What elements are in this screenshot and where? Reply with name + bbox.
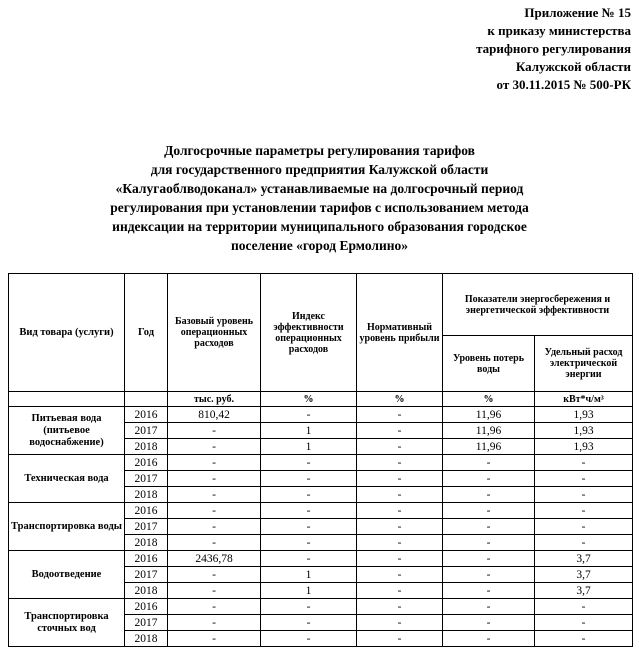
cell-profit-level: - <box>357 567 443 583</box>
product-name-cell: Техническая вода <box>9 455 125 503</box>
cell-specific-energy: - <box>535 471 633 487</box>
cell-profit-level: - <box>357 535 443 551</box>
cell-specific-energy: - <box>535 535 633 551</box>
cell-water-loss: - <box>443 519 535 535</box>
annex-line-order: к приказу министерства <box>487 23 631 38</box>
table-row <box>9 455 633 471</box>
cell-profit-level: - <box>357 583 443 599</box>
cell-year: 2017 <box>125 423 168 439</box>
cell-profit-level: - <box>357 487 443 503</box>
cell-year: 2017 <box>125 567 168 583</box>
cell-water-loss: - <box>443 615 535 631</box>
cell-efficiency-index: 1 <box>261 583 357 599</box>
cell-profit-level: - <box>357 599 443 615</box>
cell-base-opex: - <box>168 487 261 503</box>
cell-profit-level: - <box>357 615 443 631</box>
cell-efficiency-index: 1 <box>261 567 357 583</box>
document-title <box>12 141 627 255</box>
cell-year: 2016 <box>125 455 168 471</box>
cell-efficiency-index: - <box>261 615 357 631</box>
table-row <box>9 599 633 615</box>
cell-efficiency-index: - <box>261 631 357 647</box>
cell-water-loss: 11,96 <box>443 423 535 439</box>
cell-efficiency-index: - <box>261 519 357 535</box>
cell-water-loss: - <box>443 471 535 487</box>
cell-efficiency-index: - <box>261 551 357 567</box>
header-base-opex: Базовый уровень операционных расходов <box>168 274 261 392</box>
table-body <box>9 407 633 647</box>
unit-water-loss: % <box>443 392 535 407</box>
table-row <box>9 551 633 567</box>
unit-specific-energy: кВт*ч/м³ <box>535 392 633 407</box>
unit-efficiency-index: % <box>261 392 357 407</box>
annex-line-date: от 30.11.2015 № 500-РК <box>496 77 631 92</box>
cell-base-opex: - <box>168 471 261 487</box>
cell-year: 2018 <box>125 487 168 503</box>
unit-base-opex: тыс. руб. <box>168 392 261 407</box>
cell-year: 2018 <box>125 535 168 551</box>
cell-specific-energy: - <box>535 487 633 503</box>
cell-efficiency-index: - <box>261 503 357 519</box>
annex-line-ministry: тарифного регулирования <box>476 41 631 56</box>
cell-year: 2017 <box>125 519 168 535</box>
cell-profit-level: - <box>357 455 443 471</box>
table-row <box>9 503 633 519</box>
cell-profit-level: - <box>357 631 443 647</box>
cell-water-loss: - <box>443 567 535 583</box>
cell-base-opex: - <box>168 567 261 583</box>
annex-line-region: Калужской области <box>515 59 631 74</box>
cell-specific-energy: 3,7 <box>535 567 633 583</box>
cell-water-loss: - <box>443 455 535 471</box>
cell-profit-level: - <box>357 471 443 487</box>
cell-specific-energy: - <box>535 503 633 519</box>
cell-efficiency-index: - <box>261 599 357 615</box>
cell-water-loss: - <box>443 551 535 567</box>
cell-efficiency-index: - <box>261 455 357 471</box>
cell-base-opex: - <box>168 439 261 455</box>
cell-water-loss: - <box>443 503 535 519</box>
cell-profit-level: - <box>357 519 443 535</box>
cell-efficiency-index: 1 <box>261 439 357 455</box>
cell-specific-energy: - <box>535 519 633 535</box>
cell-year: 2016 <box>125 407 168 423</box>
cell-base-opex: - <box>168 631 261 647</box>
header-product: Вид товара (услуги) <box>9 274 125 392</box>
title-line: регулирования при установлении тарифов с использованием метода <box>110 200 529 215</box>
cell-year: 2018 <box>125 583 168 599</box>
title-line: для государственного предприятия Калужской области <box>150 162 489 177</box>
header-profit-level: Нормативный уровень прибыли <box>357 274 443 392</box>
cell-specific-energy: 1,93 <box>535 423 633 439</box>
cell-specific-energy: - <box>535 599 633 615</box>
cell-profit-level: - <box>357 503 443 519</box>
cell-base-opex: 2436,78 <box>168 551 261 567</box>
cell-base-opex: - <box>168 583 261 599</box>
cell-specific-energy: - <box>535 455 633 471</box>
cell-base-opex: - <box>168 599 261 615</box>
header-efficiency-index: Индекс эффективности операционных расходов <box>261 274 357 392</box>
cell-efficiency-index: - <box>261 487 357 503</box>
cell-water-loss: 11,96 <box>443 439 535 455</box>
annex-block <box>476 4 631 94</box>
header-year: Год <box>125 274 168 392</box>
title-line: поселение «город Ермолино» <box>230 238 409 253</box>
product-name-cell: Транспортировка воды <box>9 503 125 551</box>
cell-profit-level: - <box>357 423 443 439</box>
cell-base-opex: - <box>168 615 261 631</box>
cell-profit-level: - <box>357 551 443 567</box>
cell-base-opex: 810,42 <box>168 407 261 423</box>
table-row <box>9 407 633 423</box>
cell-efficiency-index: - <box>261 535 357 551</box>
cell-water-loss: - <box>443 631 535 647</box>
header-energy-efficiency: Показатели энергосбережения и энергетической эффективности <box>443 274 633 336</box>
cell-year: 2016 <box>125 503 168 519</box>
cell-year: 2018 <box>125 631 168 647</box>
cell-water-loss: - <box>443 583 535 599</box>
cell-specific-energy: 3,7 <box>535 551 633 567</box>
title-line: «Калугаоблводоканал» устанавливаемые на долгосрочный период <box>115 181 524 196</box>
cell-water-loss: 11,96 <box>443 407 535 423</box>
cell-specific-energy: 1,93 <box>535 439 633 455</box>
cell-profit-level: - <box>357 439 443 455</box>
header-specific-energy: Удельный расход электрической энергии <box>535 336 633 392</box>
cell-year: 2017 <box>125 471 168 487</box>
annex-number: Приложение № 15 <box>524 5 631 20</box>
product-name-cell: Питьевая вода (питьевое водоснабжение) <box>9 407 125 455</box>
tariff-parameters-table <box>8 273 633 647</box>
cell-base-opex: - <box>168 503 261 519</box>
cell-efficiency-index: 1 <box>261 423 357 439</box>
cell-efficiency-index: - <box>261 471 357 487</box>
cell-specific-energy: 3,7 <box>535 583 633 599</box>
cell-water-loss: - <box>443 487 535 503</box>
cell-base-opex: - <box>168 455 261 471</box>
product-name-cell: Водоотведение <box>9 551 125 599</box>
cell-specific-energy: 1,93 <box>535 407 633 423</box>
cell-base-opex: - <box>168 535 261 551</box>
product-name-cell: Транспортировка сточных вод <box>9 599 125 647</box>
unit-empty-cell <box>125 392 168 407</box>
unit-empty-cell <box>9 392 125 407</box>
title-line: Долгосрочные параметры регулирования тарифов <box>164 143 475 158</box>
header-water-loss: Уровень потерь воды <box>443 336 535 392</box>
cell-profit-level: - <box>357 407 443 423</box>
cell-water-loss: - <box>443 599 535 615</box>
cell-year: 2016 <box>125 551 168 567</box>
cell-efficiency-index: - <box>261 407 357 423</box>
cell-base-opex: - <box>168 519 261 535</box>
cell-year: 2017 <box>125 615 168 631</box>
cell-water-loss: - <box>443 535 535 551</box>
cell-year: 2018 <box>125 439 168 455</box>
cell-base-opex: - <box>168 423 261 439</box>
cell-year: 2016 <box>125 599 168 615</box>
title-line: индексации на территории муниципального образования городское <box>112 219 527 234</box>
unit-profit-level: % <box>357 392 443 407</box>
cell-specific-energy: - <box>535 631 633 647</box>
cell-specific-energy: - <box>535 615 633 631</box>
